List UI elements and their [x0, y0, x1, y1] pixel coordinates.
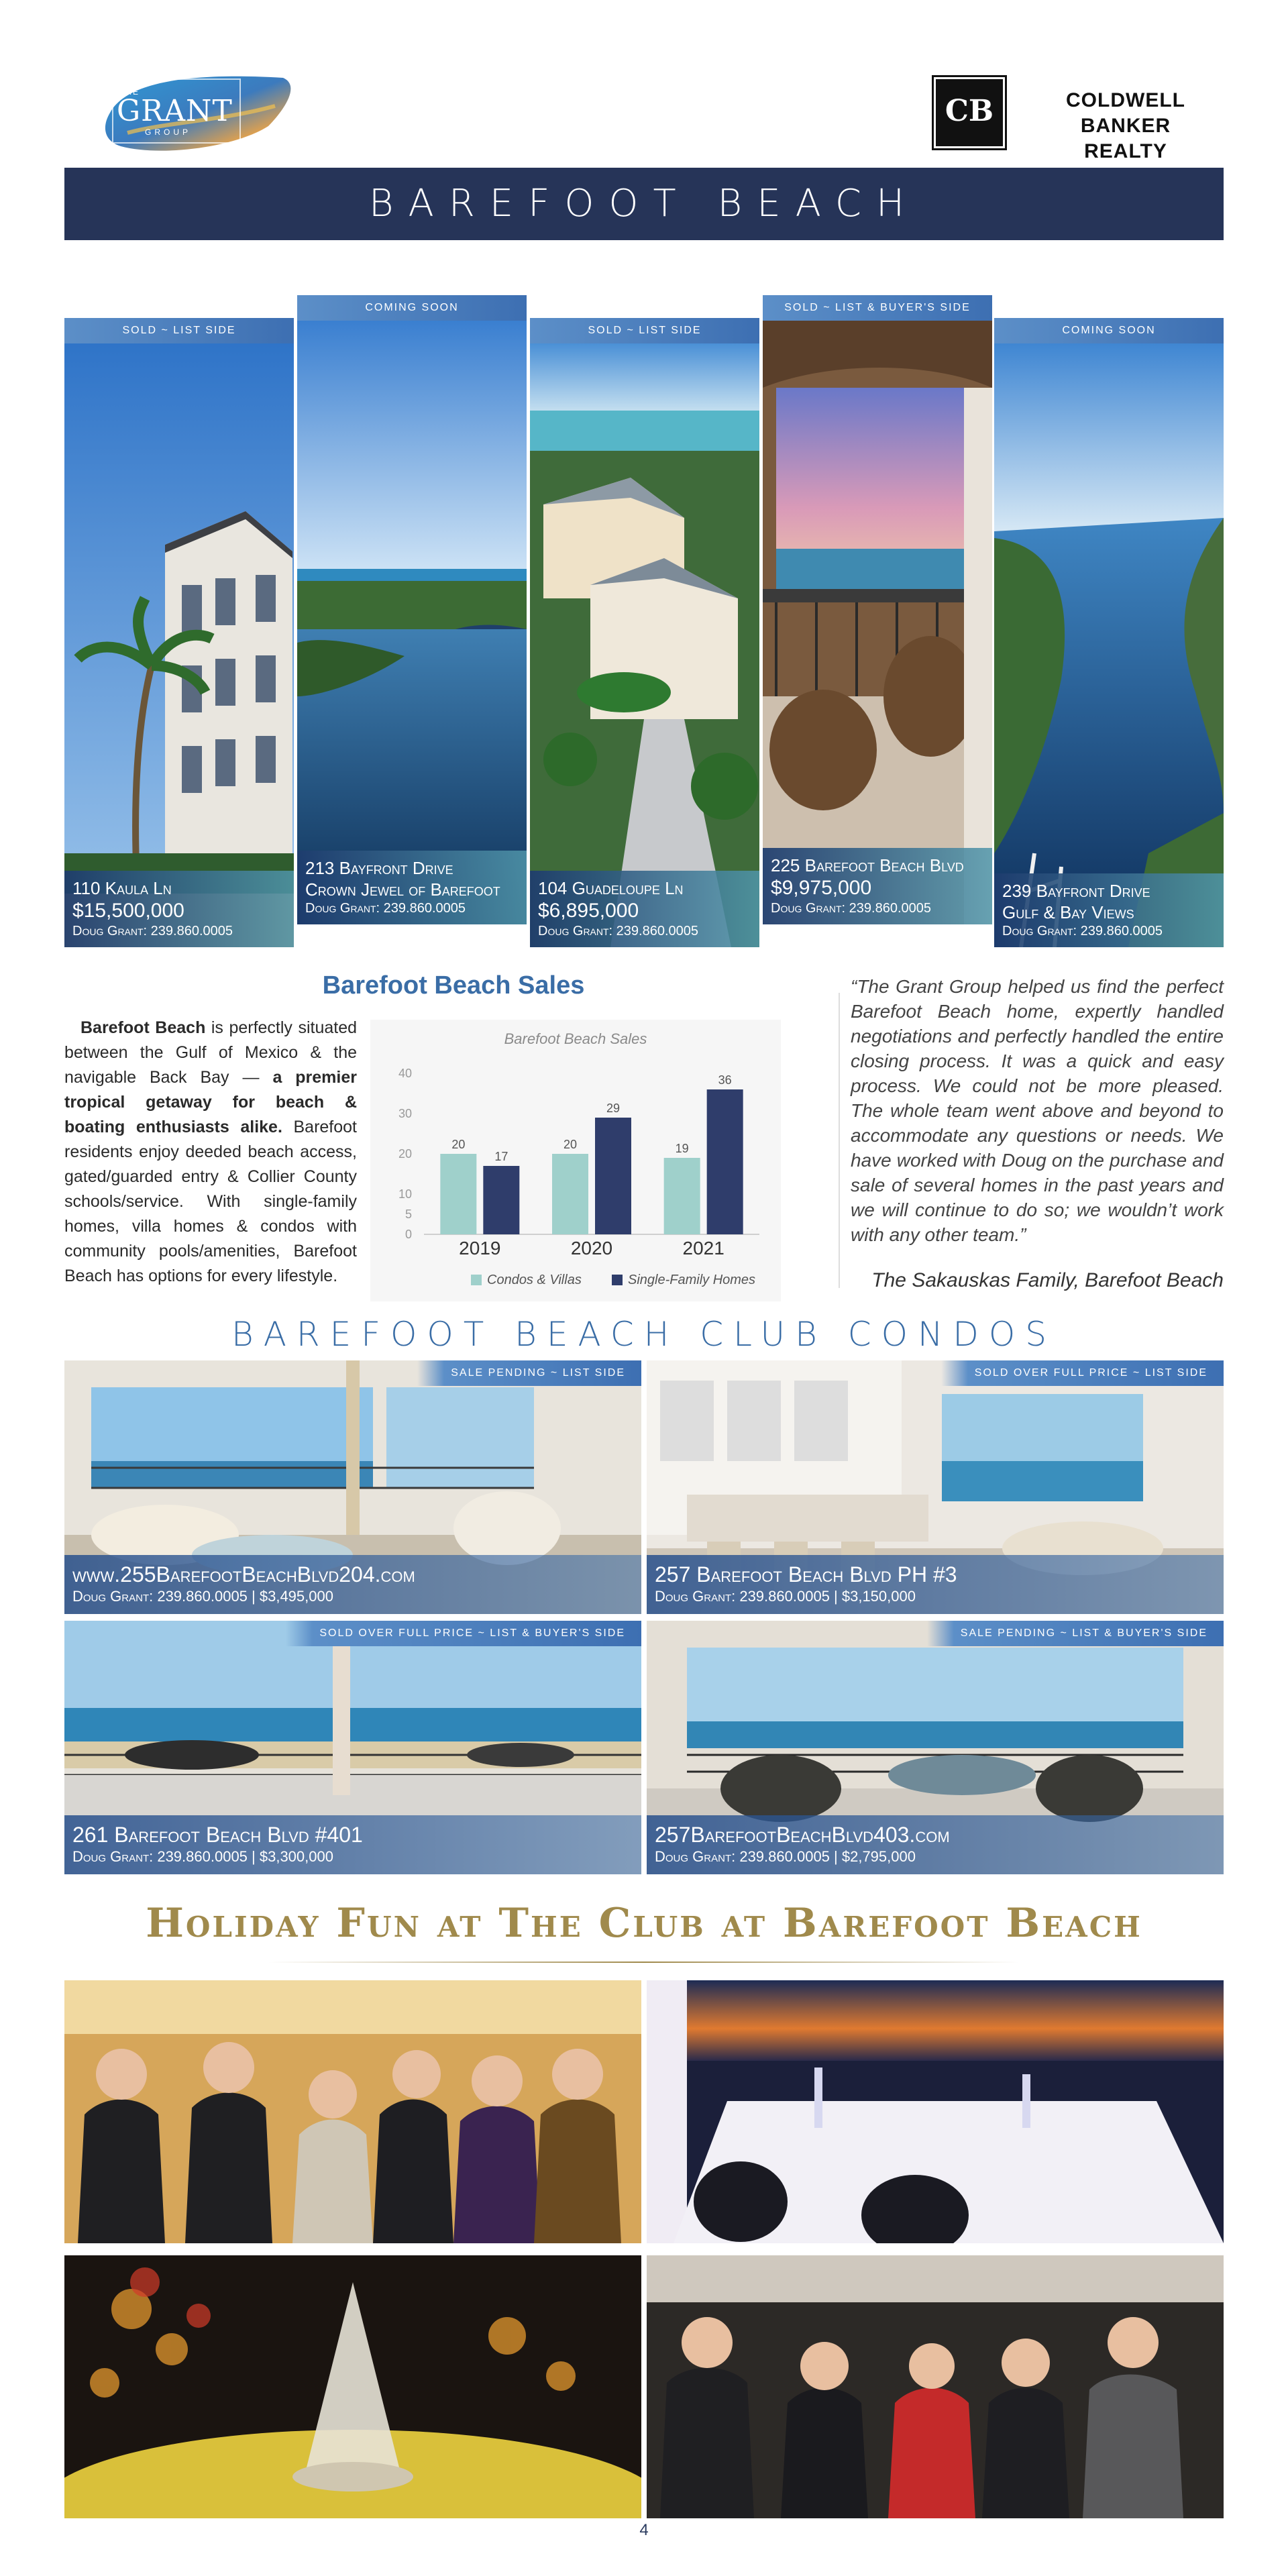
logo-small-text: THE [119, 87, 140, 97]
intro-tail: Barefoot residents enjoy deeded beach access, gated/guarded entry & Collier County schools/service. With single-family homes, villa homes & condos with community pools/amenities, Barefoot Beach has options for every lifestyle. [64, 1118, 357, 1285]
listing-price: $15,500,000 [72, 900, 184, 922]
chart-bar [483, 1166, 519, 1234]
sales-chart-svg [370, 1020, 781, 1301]
listing-card[interactable] [763, 295, 992, 924]
y-tick-label: 20 [398, 1147, 412, 1161]
legend-swatch [471, 1275, 482, 1285]
listing-photo [64, 343, 294, 947]
bar-value-label: 20 [451, 1138, 466, 1151]
listing-info [994, 873, 1224, 947]
listing-info [64, 871, 294, 947]
intro-highlight: a premier tropical getaway for beach & boating enthusiasts alike. [64, 1068, 357, 1136]
listing-address: 110 Kaula Ln [72, 878, 172, 898]
condo-info [64, 1555, 641, 1614]
condo-info [647, 1555, 1224, 1614]
chart-bar [707, 1089, 743, 1234]
listing-card[interactable] [297, 295, 527, 924]
chart-bar [552, 1154, 588, 1234]
logo-group-text: GROUP [145, 127, 192, 137]
cb-wordmark [1018, 88, 1233, 164]
chart-bar [664, 1158, 700, 1234]
condo-agent-price: Doug Grant: 239.860.0005 | $2,795,000 [655, 1848, 916, 1865]
page-title: BAREFOOT BEACH [64, 168, 1224, 240]
condo-info [64, 1815, 641, 1874]
y-tick-label: 10 [398, 1187, 412, 1201]
y-tick-label: 5 [405, 1208, 412, 1221]
listing-address: 239 Bayfront Drive [1002, 881, 1150, 901]
column-divider [839, 993, 840, 1288]
legend-label: Single-Family Homes [628, 1273, 756, 1287]
bar-value-label: 20 [563, 1138, 578, 1151]
sales-chart [370, 1020, 781, 1301]
listing-price: $6,895,000 [538, 900, 639, 922]
legend-label: Condos & Villas [487, 1273, 582, 1287]
condo-info [647, 1815, 1224, 1874]
condo-listing[interactable] [647, 1621, 1224, 1874]
event-photo [64, 2255, 641, 2518]
listing-photo [994, 343, 1224, 947]
listing-address: 225 Barefoot Beach Blvd [771, 855, 964, 875]
condo-address: www.255BarefootBeachBlvd204.com [72, 1562, 415, 1587]
x-tick-label: 2020 [570, 1238, 613, 1258]
cb-line1: COLDWELL BANKER [1066, 89, 1185, 137]
listing-agent: Doug Grant: 239.860.0005 [771, 901, 932, 916]
x-tick-label: 2019 [459, 1238, 501, 1258]
listing-subtitle: Gulf & Bay Views [1002, 902, 1134, 922]
bar-value-label: 17 [494, 1150, 508, 1163]
y-tick-label: 40 [398, 1067, 412, 1080]
listing-card[interactable] [994, 318, 1224, 947]
chart-title: Barefoot Beach Sales [504, 1030, 647, 1047]
condo-listing[interactable] [647, 1360, 1224, 1614]
bar-value-label: 36 [718, 1073, 732, 1087]
listing-info [763, 848, 992, 924]
sales-section-title: Barefoot Beach Sales [322, 971, 585, 1000]
chart-bar [595, 1118, 631, 1234]
listing-address: 104 Guadeloupe Ln [538, 878, 684, 898]
listing-status-tag: COMING SOON [994, 318, 1224, 343]
listing-card[interactable] [530, 318, 759, 947]
listing-info [530, 871, 759, 947]
condos-section-title: BAREFOOT BEACH CLUB CONDOS [231, 1315, 1057, 1354]
listing-photo [297, 321, 527, 924]
legend-swatch [612, 1275, 623, 1285]
listing-photo [763, 321, 992, 924]
intro-paragraph [64, 1016, 357, 1289]
listing-status-tag: SOLD ~ LIST SIDE [64, 318, 294, 343]
listing-subtitle: Crown Jewel of Barefoot [305, 879, 500, 900]
condo-listing[interactable] [64, 1360, 641, 1614]
holiday-divider [268, 1962, 1020, 1963]
event-photo [647, 2255, 1224, 2518]
listing-agent: Doug Grant: 239.860.0005 [305, 901, 466, 916]
testimonial-signature: The Sakauskas Family, Barefoot Beach [871, 1269, 1224, 1291]
listing-info [297, 851, 527, 924]
condo-address: 257BarefootBeachBlvd403.com [655, 1823, 950, 1847]
condo-agent-price: Doug Grant: 239.860.0005 | $3,495,000 [72, 1588, 333, 1605]
listing-agent: Doug Grant: 239.860.0005 [1002, 924, 1163, 938]
listing-status-tag: SOLD ~ LIST & BUYER'S SIDE [763, 295, 992, 321]
listing-card[interactable] [64, 318, 294, 947]
condo-agent-price: Doug Grant: 239.860.0005 | $3,300,000 [72, 1848, 333, 1865]
listing-price: $9,975,000 [771, 877, 872, 899]
event-photo [647, 1980, 1224, 2243]
y-tick-label: 0 [405, 1228, 412, 1241]
y-tick-label: 30 [398, 1107, 412, 1120]
bar-value-label: 19 [675, 1142, 689, 1155]
grant-group-logo [101, 66, 302, 160]
cb-line2: REALTY [1084, 140, 1167, 162]
listing-agent: Doug Grant: 239.860.0005 [72, 924, 233, 938]
listing-status-tag: COMING SOON [297, 295, 527, 321]
chart-bar [440, 1154, 476, 1234]
condo-listing[interactable] [64, 1621, 641, 1874]
intro-lead: Barefoot Beach [80, 1018, 206, 1037]
listing-agent: Doug Grant: 239.860.0005 [538, 924, 699, 938]
intro-body: is perfectly situated between the Gulf of Mexico & the navigable Back Bay — [64, 1018, 358, 1087]
page-number: 4 [639, 2521, 649, 2539]
condo-agent-price: Doug Grant: 239.860.0005 | $3,150,000 [655, 1588, 916, 1605]
logo-grant-text: GRANT [117, 94, 233, 128]
condo-status-tag: SALE PENDING ~ LIST SIDE [417, 1360, 641, 1386]
testimonial-quote: “The Grant Group helped us find the perfect Barefoot Beach home, expertly handled negotiations and perfectly handled the entire closing process. It was a quick and easy process. We could not be more pleased. The whole team went above and beyond to accommodate any questions or needs. We have worked with Doug on the purchase and sale of several homes in the past years and we will continue to do so; we wouldn’t work with any other team.” [851, 976, 1224, 1245]
listing-address: 213 Bayfront Drive [305, 858, 453, 878]
condo-status-tag: SOLD OVER FULL PRICE ~ LIST & BUYER'S SIDE [286, 1621, 641, 1646]
listing-status-tag: SOLD ~ LIST SIDE [530, 318, 759, 343]
event-photo [64, 1980, 641, 2243]
coldwell-banker-logo [934, 77, 1229, 162]
x-tick-label: 2021 [682, 1238, 724, 1258]
condo-status-tag: SALE PENDING ~ LIST & BUYER'S SIDE [927, 1621, 1224, 1646]
listing-photo [530, 343, 759, 947]
cb-monogram-icon: CB [934, 77, 1005, 148]
holiday-section-title: Holiday Fun at The Club at Barefoot Beach [146, 1900, 1142, 1947]
condo-address: 261 Barefoot Beach Blvd #401 [72, 1823, 363, 1847]
bar-value-label: 29 [606, 1102, 621, 1115]
condo-address: 257 Barefoot Beach Blvd PH #3 [655, 1562, 957, 1587]
condo-status-tag: SOLD OVER FULL PRICE ~ LIST SIDE [941, 1360, 1224, 1386]
